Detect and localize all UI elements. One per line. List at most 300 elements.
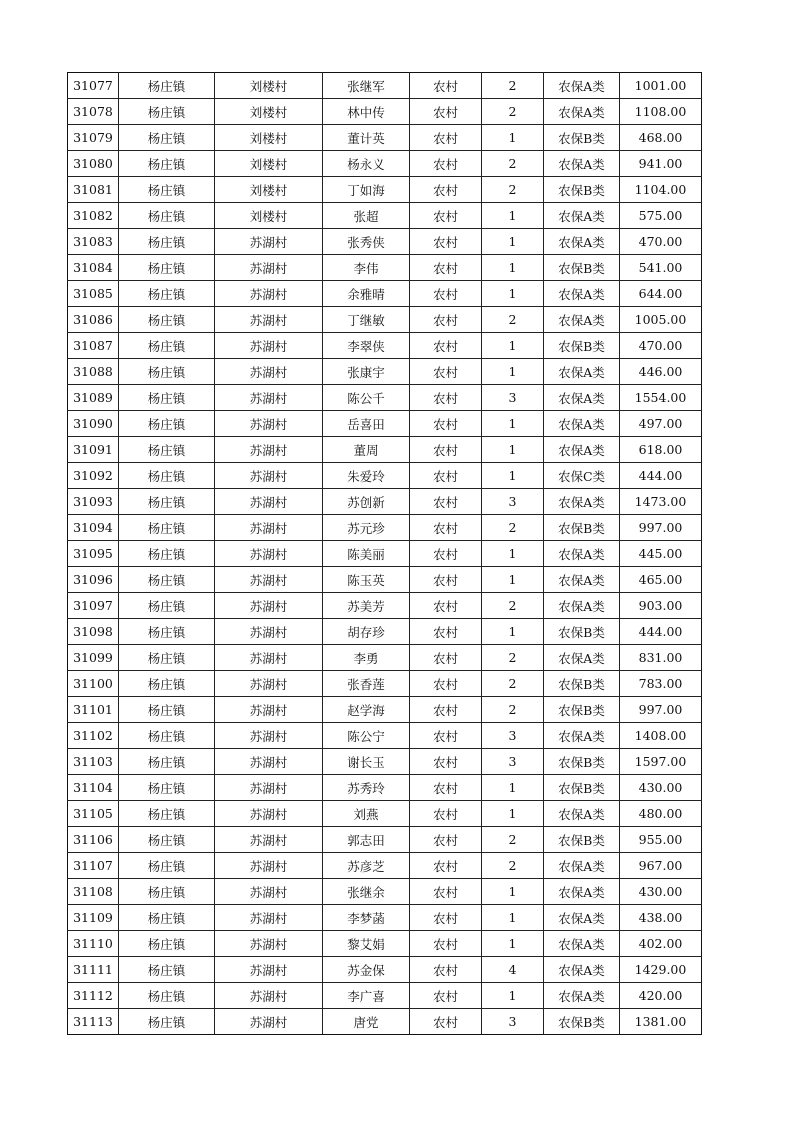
table-row bbox=[68, 801, 702, 827]
village-cell: 苏湖村 bbox=[215, 957, 323, 983]
name-cell: 苏创新 bbox=[323, 489, 410, 515]
household-count-cell: 1 bbox=[482, 931, 544, 957]
area-type-cell: 农村 bbox=[410, 983, 482, 1009]
area-type-cell: 农村 bbox=[410, 489, 482, 515]
category-cell: 农保B类 bbox=[544, 177, 620, 203]
household-count-cell: 1 bbox=[482, 983, 544, 1009]
area-type-cell: 农村 bbox=[410, 645, 482, 671]
record-id-cell: 31079 bbox=[68, 125, 119, 151]
household-count-cell: 3 bbox=[482, 749, 544, 775]
record-id-cell: 31095 bbox=[68, 541, 119, 567]
name-cell: 董计英 bbox=[323, 125, 410, 151]
category-cell: 农保A类 bbox=[544, 567, 620, 593]
household-count-cell: 1 bbox=[482, 879, 544, 905]
amount-cell: 1429.00 bbox=[620, 957, 702, 983]
category-cell: 农保A类 bbox=[544, 853, 620, 879]
village-cell: 苏湖村 bbox=[215, 593, 323, 619]
village-cell: 苏湖村 bbox=[215, 281, 323, 307]
category-cell: 农保B类 bbox=[544, 125, 620, 151]
village-cell: 刘楼村 bbox=[215, 151, 323, 177]
household-count-cell: 2 bbox=[482, 593, 544, 619]
name-cell: 杨永义 bbox=[323, 151, 410, 177]
area-type-cell: 农村 bbox=[410, 853, 482, 879]
record-id-cell: 31085 bbox=[68, 281, 119, 307]
amount-cell: 444.00 bbox=[620, 463, 702, 489]
category-cell: 农保A类 bbox=[544, 359, 620, 385]
town-cell: 杨庄镇 bbox=[119, 853, 215, 879]
table-row bbox=[68, 905, 702, 931]
table-row bbox=[68, 177, 702, 203]
area-type-cell: 农村 bbox=[410, 307, 482, 333]
category-cell: 农保A类 bbox=[544, 73, 620, 99]
name-cell: 苏秀玲 bbox=[323, 775, 410, 801]
village-cell: 苏湖村 bbox=[215, 359, 323, 385]
household-count-cell: 1 bbox=[482, 619, 544, 645]
name-cell: 张继军 bbox=[323, 73, 410, 99]
record-id-cell: 31097 bbox=[68, 593, 119, 619]
town-cell: 杨庄镇 bbox=[119, 359, 215, 385]
town-cell: 杨庄镇 bbox=[119, 905, 215, 931]
household-count-cell: 1 bbox=[482, 437, 544, 463]
household-count-cell: 3 bbox=[482, 723, 544, 749]
household-count-cell: 2 bbox=[482, 853, 544, 879]
category-cell: 农保B类 bbox=[544, 671, 620, 697]
name-cell: 李广喜 bbox=[323, 983, 410, 1009]
household-count-cell: 2 bbox=[482, 827, 544, 853]
town-cell: 杨庄镇 bbox=[119, 385, 215, 411]
category-cell: 农保A类 bbox=[544, 905, 620, 931]
area-type-cell: 农村 bbox=[410, 411, 482, 437]
table-row bbox=[68, 853, 702, 879]
category-cell: 农保B类 bbox=[544, 749, 620, 775]
category-cell: 农保A类 bbox=[544, 437, 620, 463]
table-row bbox=[68, 437, 702, 463]
record-id-cell: 31103 bbox=[68, 749, 119, 775]
name-cell: 胡存珍 bbox=[323, 619, 410, 645]
amount-cell: 941.00 bbox=[620, 151, 702, 177]
name-cell: 陈美丽 bbox=[323, 541, 410, 567]
household-count-cell: 1 bbox=[482, 567, 544, 593]
area-type-cell: 农村 bbox=[410, 723, 482, 749]
amount-cell: 831.00 bbox=[620, 645, 702, 671]
table-row bbox=[68, 879, 702, 905]
name-cell: 林中传 bbox=[323, 99, 410, 125]
table-row bbox=[68, 515, 702, 541]
town-cell: 杨庄镇 bbox=[119, 801, 215, 827]
record-id-cell: 31112 bbox=[68, 983, 119, 1009]
table-row bbox=[68, 1009, 702, 1035]
village-cell: 苏湖村 bbox=[215, 723, 323, 749]
table-row bbox=[68, 775, 702, 801]
town-cell: 杨庄镇 bbox=[119, 671, 215, 697]
amount-cell: 468.00 bbox=[620, 125, 702, 151]
table-row bbox=[68, 593, 702, 619]
name-cell: 岳喜田 bbox=[323, 411, 410, 437]
category-cell: 农保A类 bbox=[544, 281, 620, 307]
category-cell: 农保A类 bbox=[544, 489, 620, 515]
area-type-cell: 农村 bbox=[410, 515, 482, 541]
amount-cell: 420.00 bbox=[620, 983, 702, 1009]
amount-cell: 1381.00 bbox=[620, 1009, 702, 1035]
record-id-cell: 31113 bbox=[68, 1009, 119, 1035]
table-row bbox=[68, 125, 702, 151]
amount-cell: 955.00 bbox=[620, 827, 702, 853]
village-cell: 苏湖村 bbox=[215, 619, 323, 645]
record-id-cell: 31091 bbox=[68, 437, 119, 463]
amount-cell: 644.00 bbox=[620, 281, 702, 307]
amount-cell: 470.00 bbox=[620, 229, 702, 255]
name-cell: 陈公宁 bbox=[323, 723, 410, 749]
town-cell: 杨庄镇 bbox=[119, 983, 215, 1009]
town-cell: 杨庄镇 bbox=[119, 125, 215, 151]
category-cell: 农保B类 bbox=[544, 1009, 620, 1035]
category-cell: 农保B类 bbox=[544, 619, 620, 645]
village-cell: 苏湖村 bbox=[215, 437, 323, 463]
town-cell: 杨庄镇 bbox=[119, 567, 215, 593]
name-cell: 李梦菡 bbox=[323, 905, 410, 931]
category-cell: 农保B类 bbox=[544, 697, 620, 723]
name-cell: 张康宇 bbox=[323, 359, 410, 385]
name-cell: 苏彦芝 bbox=[323, 853, 410, 879]
amount-cell: 618.00 bbox=[620, 437, 702, 463]
area-type-cell: 农村 bbox=[410, 905, 482, 931]
amount-cell: 1108.00 bbox=[620, 99, 702, 125]
town-cell: 杨庄镇 bbox=[119, 255, 215, 281]
record-id-cell: 31110 bbox=[68, 931, 119, 957]
amount-cell: 1597.00 bbox=[620, 749, 702, 775]
household-count-cell: 2 bbox=[482, 671, 544, 697]
category-cell: 农保A类 bbox=[544, 957, 620, 983]
amount-cell: 430.00 bbox=[620, 775, 702, 801]
area-type-cell: 农村 bbox=[410, 567, 482, 593]
town-cell: 杨庄镇 bbox=[119, 775, 215, 801]
village-cell: 苏湖村 bbox=[215, 879, 323, 905]
village-cell: 刘楼村 bbox=[215, 177, 323, 203]
town-cell: 杨庄镇 bbox=[119, 931, 215, 957]
table-row bbox=[68, 385, 702, 411]
amount-cell: 480.00 bbox=[620, 801, 702, 827]
name-cell: 郭志田 bbox=[323, 827, 410, 853]
town-cell: 杨庄镇 bbox=[119, 957, 215, 983]
town-cell: 杨庄镇 bbox=[119, 645, 215, 671]
table-row bbox=[68, 411, 702, 437]
town-cell: 杨庄镇 bbox=[119, 411, 215, 437]
household-count-cell: 1 bbox=[482, 411, 544, 437]
category-cell: 农保A类 bbox=[544, 541, 620, 567]
area-type-cell: 农村 bbox=[410, 671, 482, 697]
record-id-cell: 31096 bbox=[68, 567, 119, 593]
town-cell: 杨庄镇 bbox=[119, 541, 215, 567]
household-count-cell: 2 bbox=[482, 307, 544, 333]
amount-cell: 1554.00 bbox=[620, 385, 702, 411]
record-id-cell: 31077 bbox=[68, 73, 119, 99]
table-row bbox=[68, 931, 702, 957]
name-cell: 余雅晴 bbox=[323, 281, 410, 307]
town-cell: 杨庄镇 bbox=[119, 229, 215, 255]
town-cell: 杨庄镇 bbox=[119, 333, 215, 359]
amount-cell: 444.00 bbox=[620, 619, 702, 645]
amount-cell: 470.00 bbox=[620, 333, 702, 359]
name-cell: 张秀侠 bbox=[323, 229, 410, 255]
name-cell: 张继余 bbox=[323, 879, 410, 905]
amount-cell: 997.00 bbox=[620, 515, 702, 541]
village-cell: 苏湖村 bbox=[215, 801, 323, 827]
household-count-cell: 2 bbox=[482, 697, 544, 723]
town-cell: 杨庄镇 bbox=[119, 827, 215, 853]
household-count-cell: 1 bbox=[482, 801, 544, 827]
town-cell: 杨庄镇 bbox=[119, 73, 215, 99]
record-id-cell: 31083 bbox=[68, 229, 119, 255]
village-cell: 刘楼村 bbox=[215, 73, 323, 99]
name-cell: 陈公千 bbox=[323, 385, 410, 411]
record-id-cell: 31081 bbox=[68, 177, 119, 203]
table-row bbox=[68, 983, 702, 1009]
town-cell: 杨庄镇 bbox=[119, 151, 215, 177]
area-type-cell: 农村 bbox=[410, 73, 482, 99]
village-cell: 苏湖村 bbox=[215, 827, 323, 853]
household-count-cell: 1 bbox=[482, 333, 544, 359]
table-row bbox=[68, 151, 702, 177]
area-type-cell: 农村 bbox=[410, 749, 482, 775]
name-cell: 刘燕 bbox=[323, 801, 410, 827]
category-cell: 农保C类 bbox=[544, 463, 620, 489]
town-cell: 杨庄镇 bbox=[119, 879, 215, 905]
name-cell: 苏金保 bbox=[323, 957, 410, 983]
name-cell: 李翠侠 bbox=[323, 333, 410, 359]
record-id-cell: 31093 bbox=[68, 489, 119, 515]
category-cell: 农保A类 bbox=[544, 229, 620, 255]
town-cell: 杨庄镇 bbox=[119, 489, 215, 515]
village-cell: 苏湖村 bbox=[215, 307, 323, 333]
category-cell: 农保B类 bbox=[544, 775, 620, 801]
area-type-cell: 农村 bbox=[410, 801, 482, 827]
record-id-cell: 31107 bbox=[68, 853, 119, 879]
area-type-cell: 农村 bbox=[410, 879, 482, 905]
village-cell: 苏湖村 bbox=[215, 411, 323, 437]
category-cell: 农保A类 bbox=[544, 151, 620, 177]
name-cell: 唐党 bbox=[323, 1009, 410, 1035]
household-count-cell: 1 bbox=[482, 255, 544, 281]
record-id-cell: 31105 bbox=[68, 801, 119, 827]
record-id-cell: 31086 bbox=[68, 307, 119, 333]
household-count-cell: 2 bbox=[482, 515, 544, 541]
table-row bbox=[68, 281, 702, 307]
record-id-cell: 31108 bbox=[68, 879, 119, 905]
record-id-cell: 31109 bbox=[68, 905, 119, 931]
category-cell: 农保A类 bbox=[544, 723, 620, 749]
amount-cell: 1408.00 bbox=[620, 723, 702, 749]
table-row bbox=[68, 489, 702, 515]
name-cell: 苏元珍 bbox=[323, 515, 410, 541]
area-type-cell: 农村 bbox=[410, 99, 482, 125]
town-cell: 杨庄镇 bbox=[119, 99, 215, 125]
household-count-cell: 3 bbox=[482, 489, 544, 515]
amount-cell: 1005.00 bbox=[620, 307, 702, 333]
record-id-cell: 31094 bbox=[68, 515, 119, 541]
amount-cell: 783.00 bbox=[620, 671, 702, 697]
table-row bbox=[68, 957, 702, 983]
table-row bbox=[68, 229, 702, 255]
household-count-cell: 4 bbox=[482, 957, 544, 983]
village-cell: 刘楼村 bbox=[215, 99, 323, 125]
category-cell: 农保A类 bbox=[544, 203, 620, 229]
village-cell: 苏湖村 bbox=[215, 853, 323, 879]
table-row bbox=[68, 99, 702, 125]
table-row bbox=[68, 203, 702, 229]
record-id-cell: 31106 bbox=[68, 827, 119, 853]
village-cell: 苏湖村 bbox=[215, 671, 323, 697]
category-cell: 农保B类 bbox=[544, 827, 620, 853]
town-cell: 杨庄镇 bbox=[119, 203, 215, 229]
table-row bbox=[68, 827, 702, 853]
table-row bbox=[68, 255, 702, 281]
record-id-cell: 31080 bbox=[68, 151, 119, 177]
town-cell: 杨庄镇 bbox=[119, 593, 215, 619]
category-cell: 农保A类 bbox=[544, 593, 620, 619]
household-count-cell: 1 bbox=[482, 905, 544, 931]
household-count-cell: 2 bbox=[482, 645, 544, 671]
category-cell: 农保A类 bbox=[544, 801, 620, 827]
amount-cell: 575.00 bbox=[620, 203, 702, 229]
table-row bbox=[68, 697, 702, 723]
name-cell: 朱爱玲 bbox=[323, 463, 410, 489]
category-cell: 农保A类 bbox=[544, 983, 620, 1009]
village-cell: 刘楼村 bbox=[215, 125, 323, 151]
village-cell: 苏湖村 bbox=[215, 229, 323, 255]
household-count-cell: 3 bbox=[482, 1009, 544, 1035]
area-type-cell: 农村 bbox=[410, 125, 482, 151]
area-type-cell: 农村 bbox=[410, 151, 482, 177]
record-id-cell: 31099 bbox=[68, 645, 119, 671]
name-cell: 张超 bbox=[323, 203, 410, 229]
table-body bbox=[68, 73, 702, 1035]
household-count-cell: 1 bbox=[482, 125, 544, 151]
area-type-cell: 农村 bbox=[410, 385, 482, 411]
category-cell: 农保B类 bbox=[544, 255, 620, 281]
record-id-cell: 31092 bbox=[68, 463, 119, 489]
household-count-cell: 1 bbox=[482, 281, 544, 307]
name-cell: 董周 bbox=[323, 437, 410, 463]
area-type-cell: 农村 bbox=[410, 1009, 482, 1035]
record-id-cell: 31102 bbox=[68, 723, 119, 749]
record-id-cell: 31088 bbox=[68, 359, 119, 385]
town-cell: 杨庄镇 bbox=[119, 697, 215, 723]
category-cell: 农保A类 bbox=[544, 385, 620, 411]
record-id-cell: 31078 bbox=[68, 99, 119, 125]
amount-cell: 465.00 bbox=[620, 567, 702, 593]
amount-cell: 997.00 bbox=[620, 697, 702, 723]
record-id-cell: 31089 bbox=[68, 385, 119, 411]
name-cell: 黎艾娟 bbox=[323, 931, 410, 957]
category-cell: 农保A类 bbox=[544, 411, 620, 437]
household-count-cell: 2 bbox=[482, 151, 544, 177]
area-type-cell: 农村 bbox=[410, 333, 482, 359]
town-cell: 杨庄镇 bbox=[119, 281, 215, 307]
amount-cell: 438.00 bbox=[620, 905, 702, 931]
record-id-cell: 31111 bbox=[68, 957, 119, 983]
area-type-cell: 农村 bbox=[410, 697, 482, 723]
category-cell: 农保A类 bbox=[544, 99, 620, 125]
area-type-cell: 农村 bbox=[410, 229, 482, 255]
household-count-cell: 1 bbox=[482, 229, 544, 255]
name-cell: 谢长玉 bbox=[323, 749, 410, 775]
category-cell: 农保A类 bbox=[544, 879, 620, 905]
record-id-cell: 31101 bbox=[68, 697, 119, 723]
amount-cell: 967.00 bbox=[620, 853, 702, 879]
table-row bbox=[68, 723, 702, 749]
area-type-cell: 农村 bbox=[410, 827, 482, 853]
record-id-cell: 31104 bbox=[68, 775, 119, 801]
area-type-cell: 农村 bbox=[410, 203, 482, 229]
amount-cell: 1473.00 bbox=[620, 489, 702, 515]
amount-cell: 1001.00 bbox=[620, 73, 702, 99]
area-type-cell: 农村 bbox=[410, 931, 482, 957]
amount-cell: 903.00 bbox=[620, 593, 702, 619]
name-cell: 赵学海 bbox=[323, 697, 410, 723]
record-id-cell: 31087 bbox=[68, 333, 119, 359]
amount-cell: 541.00 bbox=[620, 255, 702, 281]
village-cell: 苏湖村 bbox=[215, 463, 323, 489]
record-id-cell: 31100 bbox=[68, 671, 119, 697]
area-type-cell: 农村 bbox=[410, 281, 482, 307]
village-cell: 苏湖村 bbox=[215, 775, 323, 801]
table-row bbox=[68, 307, 702, 333]
name-cell: 丁继敏 bbox=[323, 307, 410, 333]
town-cell: 杨庄镇 bbox=[119, 463, 215, 489]
category-cell: 农保B类 bbox=[544, 515, 620, 541]
village-cell: 苏湖村 bbox=[215, 983, 323, 1009]
amount-cell: 445.00 bbox=[620, 541, 702, 567]
name-cell: 张香莲 bbox=[323, 671, 410, 697]
village-cell: 苏湖村 bbox=[215, 749, 323, 775]
household-count-cell: 1 bbox=[482, 463, 544, 489]
record-id-cell: 31098 bbox=[68, 619, 119, 645]
village-cell: 苏湖村 bbox=[215, 905, 323, 931]
village-cell: 苏湖村 bbox=[215, 1009, 323, 1035]
category-cell: 农保A类 bbox=[544, 931, 620, 957]
name-cell: 李伟 bbox=[323, 255, 410, 281]
village-cell: 苏湖村 bbox=[215, 697, 323, 723]
area-type-cell: 农村 bbox=[410, 619, 482, 645]
village-cell: 刘楼村 bbox=[215, 203, 323, 229]
village-cell: 苏湖村 bbox=[215, 255, 323, 281]
village-cell: 苏湖村 bbox=[215, 333, 323, 359]
table-row bbox=[68, 567, 702, 593]
table-row bbox=[68, 333, 702, 359]
household-count-cell: 3 bbox=[482, 385, 544, 411]
amount-cell: 430.00 bbox=[620, 879, 702, 905]
household-count-cell: 2 bbox=[482, 177, 544, 203]
area-type-cell: 农村 bbox=[410, 177, 482, 203]
household-count-cell: 1 bbox=[482, 541, 544, 567]
area-type-cell: 农村 bbox=[410, 775, 482, 801]
household-count-cell: 1 bbox=[482, 359, 544, 385]
table-row bbox=[68, 73, 702, 99]
area-type-cell: 农村 bbox=[410, 541, 482, 567]
name-cell: 陈玉英 bbox=[323, 567, 410, 593]
amount-cell: 446.00 bbox=[620, 359, 702, 385]
town-cell: 杨庄镇 bbox=[119, 177, 215, 203]
table-row bbox=[68, 749, 702, 775]
household-count-cell: 2 bbox=[482, 73, 544, 99]
table-row bbox=[68, 359, 702, 385]
village-cell: 苏湖村 bbox=[215, 541, 323, 567]
data-table bbox=[67, 72, 702, 1035]
household-count-cell: 1 bbox=[482, 775, 544, 801]
household-count-cell: 1 bbox=[482, 203, 544, 229]
area-type-cell: 农村 bbox=[410, 593, 482, 619]
area-type-cell: 农村 bbox=[410, 437, 482, 463]
